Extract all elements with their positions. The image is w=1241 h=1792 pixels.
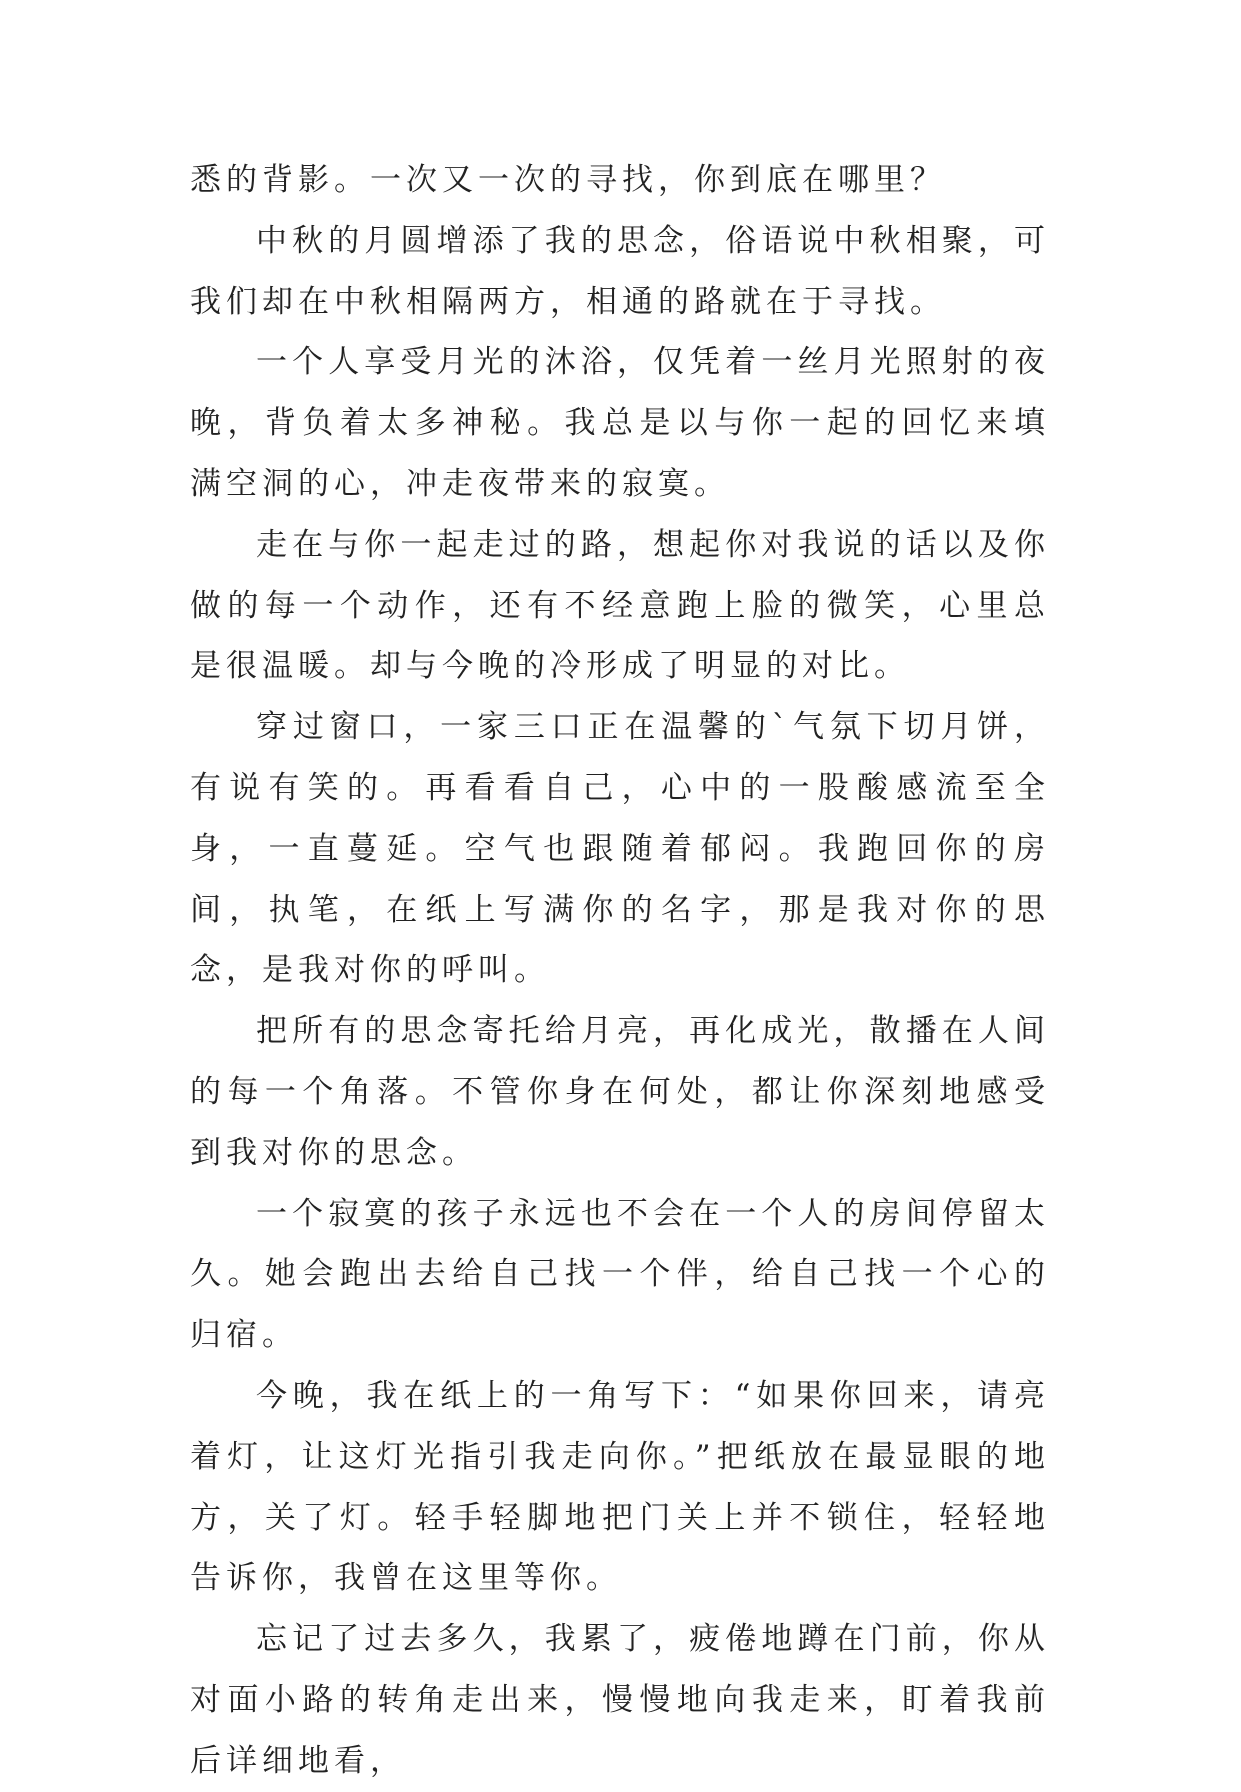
paragraph-6: 把所有的思念寄托给月亮，再化成光，散播在人间的每一个角落。不管你身在何处，都让你深刻地感受到我对你的思念。 (190, 1013, 1050, 1171)
paragraph-9: 忘记了过去多久，我累了，疲倦地蹲在门前，你从对面小路的转角走出来，慢慢地向我走来，盯着我前后详细地看， (190, 1621, 1050, 1779)
paragraph-2: 中秋的月圆增添了我的思念，俗语说中秋相聚，可我们却在中秋相隔两方，相通的路就在于寻找。 (190, 222, 1050, 320)
paragraph-5: 穿过窗口，一家三口正在温馨的`气氛下切月饼，有说有笑的。再看看自己，心中的一股酸感流至全身，一直蔓延。空气也跟随着郁闷。我跑回你的房间，执笔，在纸上写满你的名字，那是我对你的思念，是我对你的呼叫。 (190, 709, 1050, 989)
paragraph-7: 一个寂寞的孩子永远也不会在一个人的房间停留太久。她会跑出去给自己找一个伴，给自己找一个心的归宿。 (190, 1195, 1050, 1354)
paragraph-4: 走在与你一起走过的路，想起你对我说的话以及你做的每一个动作，还有不经意跑上脸的微笑，心里总是很温暖。却与今晚的冷形成了明显的对比。 (190, 526, 1050, 685)
paragraph-3: 一个人享受月光的沐浴，仅凭着一丝月光照射的夜晚，背负着太多神秘。我总是以与你一起的回忆来填满空洞的心，冲走夜带来的寂寞。 (190, 344, 1050, 502)
paragraph-8: 今晚，我在纸上的一角写下：“如果你回来，请亮着灯，让这灯光指引我走向你。”把纸放在最显眼的地方，关了灯。轻手轻脚地把门关上并不锁住，轻轻地告诉你，我曾在这里等你。 (190, 1377, 1050, 1597)
document-page (190, 150, 1050, 1792)
paragraph-1: 悉的背影。一次又一次的寻找，你到底在哪里？ (190, 162, 946, 198)
